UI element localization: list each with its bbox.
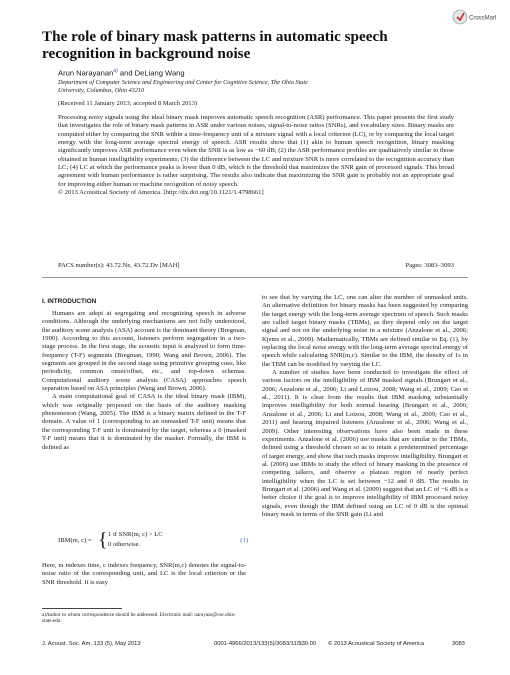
abstract [58,114,454,197]
page-number: 3083 [452,641,465,647]
equation-number[interactable]: (1) [240,537,248,544]
crossmark-icon [452,8,496,26]
affiliation [58,79,418,95]
paper-title: The role of binary mask patterns in automatic speech recognition in background noise [42,28,388,62]
equation-lhs: IBM(m, c) = [58,537,92,544]
paragraph: A number of studies have been conducted to investigate the effect of various factors on the intelligibility of IBM masked signals (Brungart et al., 2006; Anzalone et al., 2006; Li and Loizou, 2008; Wang et al., 2009; Cao et al., 2011). It is clear from the results that IBM masking substantially improves intelligibility for both normal hearing (Brungart et al., 2006; Anzalone et al., 2006; Li and Loizou, 2008; Wang et al., 2009; Cao et al., 2011) and hearing impaired listeners (Anzalone et al., 2006; Wang et al., 2009). Other interesting observations have also been made in these experiments. Anzalone et al. (2006) use masks that are similar to the TBMs, defined using a threshold chosen so as to retain a predetermined percentage of target energy, and show that such masks improve intelligibility. Brungart et al. (2006) use IBMs to study the effect of binary masking in the presence of competing talkers, and observe a plateau region of nearly perfect intelligibility when the LC is set between −12 and 0 dB. The results in Brungart et al. (2006) and Wang et al. (2009) suggest that an LC of −6 dB is a better choice if the goal is to improve intelligibility of IBM processed noisy signals, even though the IBM defined using an LC of 0 dB is the optimal binary mask in terms of the SNR gain (Li and [262,369,468,518]
received-dates: (Received 11 January 2013; accepted 8 March 2013) [58,100,198,107]
equation-brace: { [98,529,108,551]
footnote: a)Author to whom correspondence should be addressed. Electronic mail: narayaar@cse.ohio-state.edu [42,612,236,625]
authors [58,68,185,78]
paragraph: to see that by varying the LC, one can alter the number of unmasked units. An alternative definition for binary masks has been suggested by comparing the target energy with the long-term average spectrum of speech. Such masks are called target binary masks (TBMs), as they depend only on the target signal and not on the underlying noise in a mixture (Anzalone et al., 2006; Kjems et al., 2009). Mathematically, TBMs are defined similar to Eq. (1), by replacing the local noise energy with the long-term average spectral energy of speech while calculating SNR(m,c). Similar to the IBM, the density of 1s in the TBM can be modified by varying the LC. [262,294,468,368]
copyright-doi[interactable]: © 2013 Acoustical Society of America. [http://dx.doi.org/10.1121/1.4798661] [58,189,264,197]
footnote-divider [42,608,122,609]
equation-case: 1 if SNR(m, c) > LC [108,531,163,538]
author-footnote-marker[interactable]: a) [113,68,118,74]
paragraph: A main computational goal of CASA is the ideal binary mask (IBM), which was originally proposed on the basis of the auditory masking phenomenon (Wang, 2005). The IBM is a binary matrix defined in the T-F domain. A value of 1 (corresponding to an unmasked T-F unit) means that the corresponding T-F unit is dominated by the target, whereas a 0 (masked T-F unit) means that it is dominated by the masker. Formally, the IBM is defined as [42,393,246,451]
column-right [262,294,468,519]
affiliation-line: Department of Computer Science and Engineering and Center for Cognitive Science, The Ohio State [58,79,308,86]
paragraph: Humans are adept at segregating and recognizing speech in adverse conditions. Although the underlying mechanisms are not fully understood, the auditory scene analysis (ASA) account is the dominant theory (Bregman, 1990). According to this account, listeners perform segregation in a two-stage process. In the first stage, the acoustic input is analyzed to form time-frequency (T-F) segments (Bregman, 1990; Wang and Brown, 2006). The segments are grouped in the second stage using primitive grouping cues, like periodicity, common onset/offset, etc., and top-down schemas. Computational auditory scene analysis (CASA) approaches speech separation based on ASA principles (Wang and Brown, 2006). [42,310,246,393]
affiliation-line: University, Columbus, Ohio 43210 [58,87,145,94]
equation-1 [58,530,248,554]
crossmark-badge[interactable] [452,8,496,26]
author-first: Arun Narayanan [58,68,114,78]
footer-copyright: © 2013 Acoustical Society of America [328,641,425,647]
pacs-numbers: PACS number(s): 43.72.Ne, 43.72.Dv [MAH] [58,262,180,269]
abstract-text: Processing noisy signals using the ideal binary mask improves automatic speech recognition (ASR) performance. This paper presents the first study that investigates the role of binary mask patterns in ASR under various noises, signal-to-noise ratios (SNRs), and vocabulary sizes. Binary masks are computed either by comparing the SNR within a time-frequency unit of a mixture signal with a local criterion (LC), or by comparing the local target energy with the long-term average spectral energy of speech. ASR results show that (1) akin to human speech recognition, binary masking significantly improves ASR performance even when the SNR is as low as −60 dB; (2) the ASR performance profiles are qualitatively similar to those obtained in human intelligibility experiments; (3) the difference between the LC and mixture SNR is more correlated to the recognition accuracy than LC; (4) LC at which the performance peaks is lower than 0 dB, which is the threshold that maximizes the SNR gain of processed signals. This broad agreement with human performance is rather surprising. The results also indicate that maximizing the SNR gain is probably not an appropriate goal for improving either human or machine recognition of noisy speech. [58,114,454,188]
column-left-continued [42,562,246,587]
page-range: Pages: 3083–3093 [405,262,454,269]
author-rest: and DeLiang Wang [117,68,185,78]
footer-code: 0001-4966/2013/133(5)/3083/11/$30.00 [214,641,317,647]
column-left [42,310,246,452]
paragraph: Here, m indexes time, c indexes frequency, SNR(m,c) denotes the signal-to-noise ratio of the corresponding unit, and LC is the local criterion or the SNR threshold. It is easy [42,562,246,586]
equation-case: 0 otherwise. [108,541,141,548]
divider [42,277,468,278]
footer-journal: J. Acoust. Soc. Am. 133 (5), May 2013 [42,641,141,647]
section-heading: I. INTRODUCTION [42,298,97,305]
crossmark-label: CrossMark [469,15,496,22]
